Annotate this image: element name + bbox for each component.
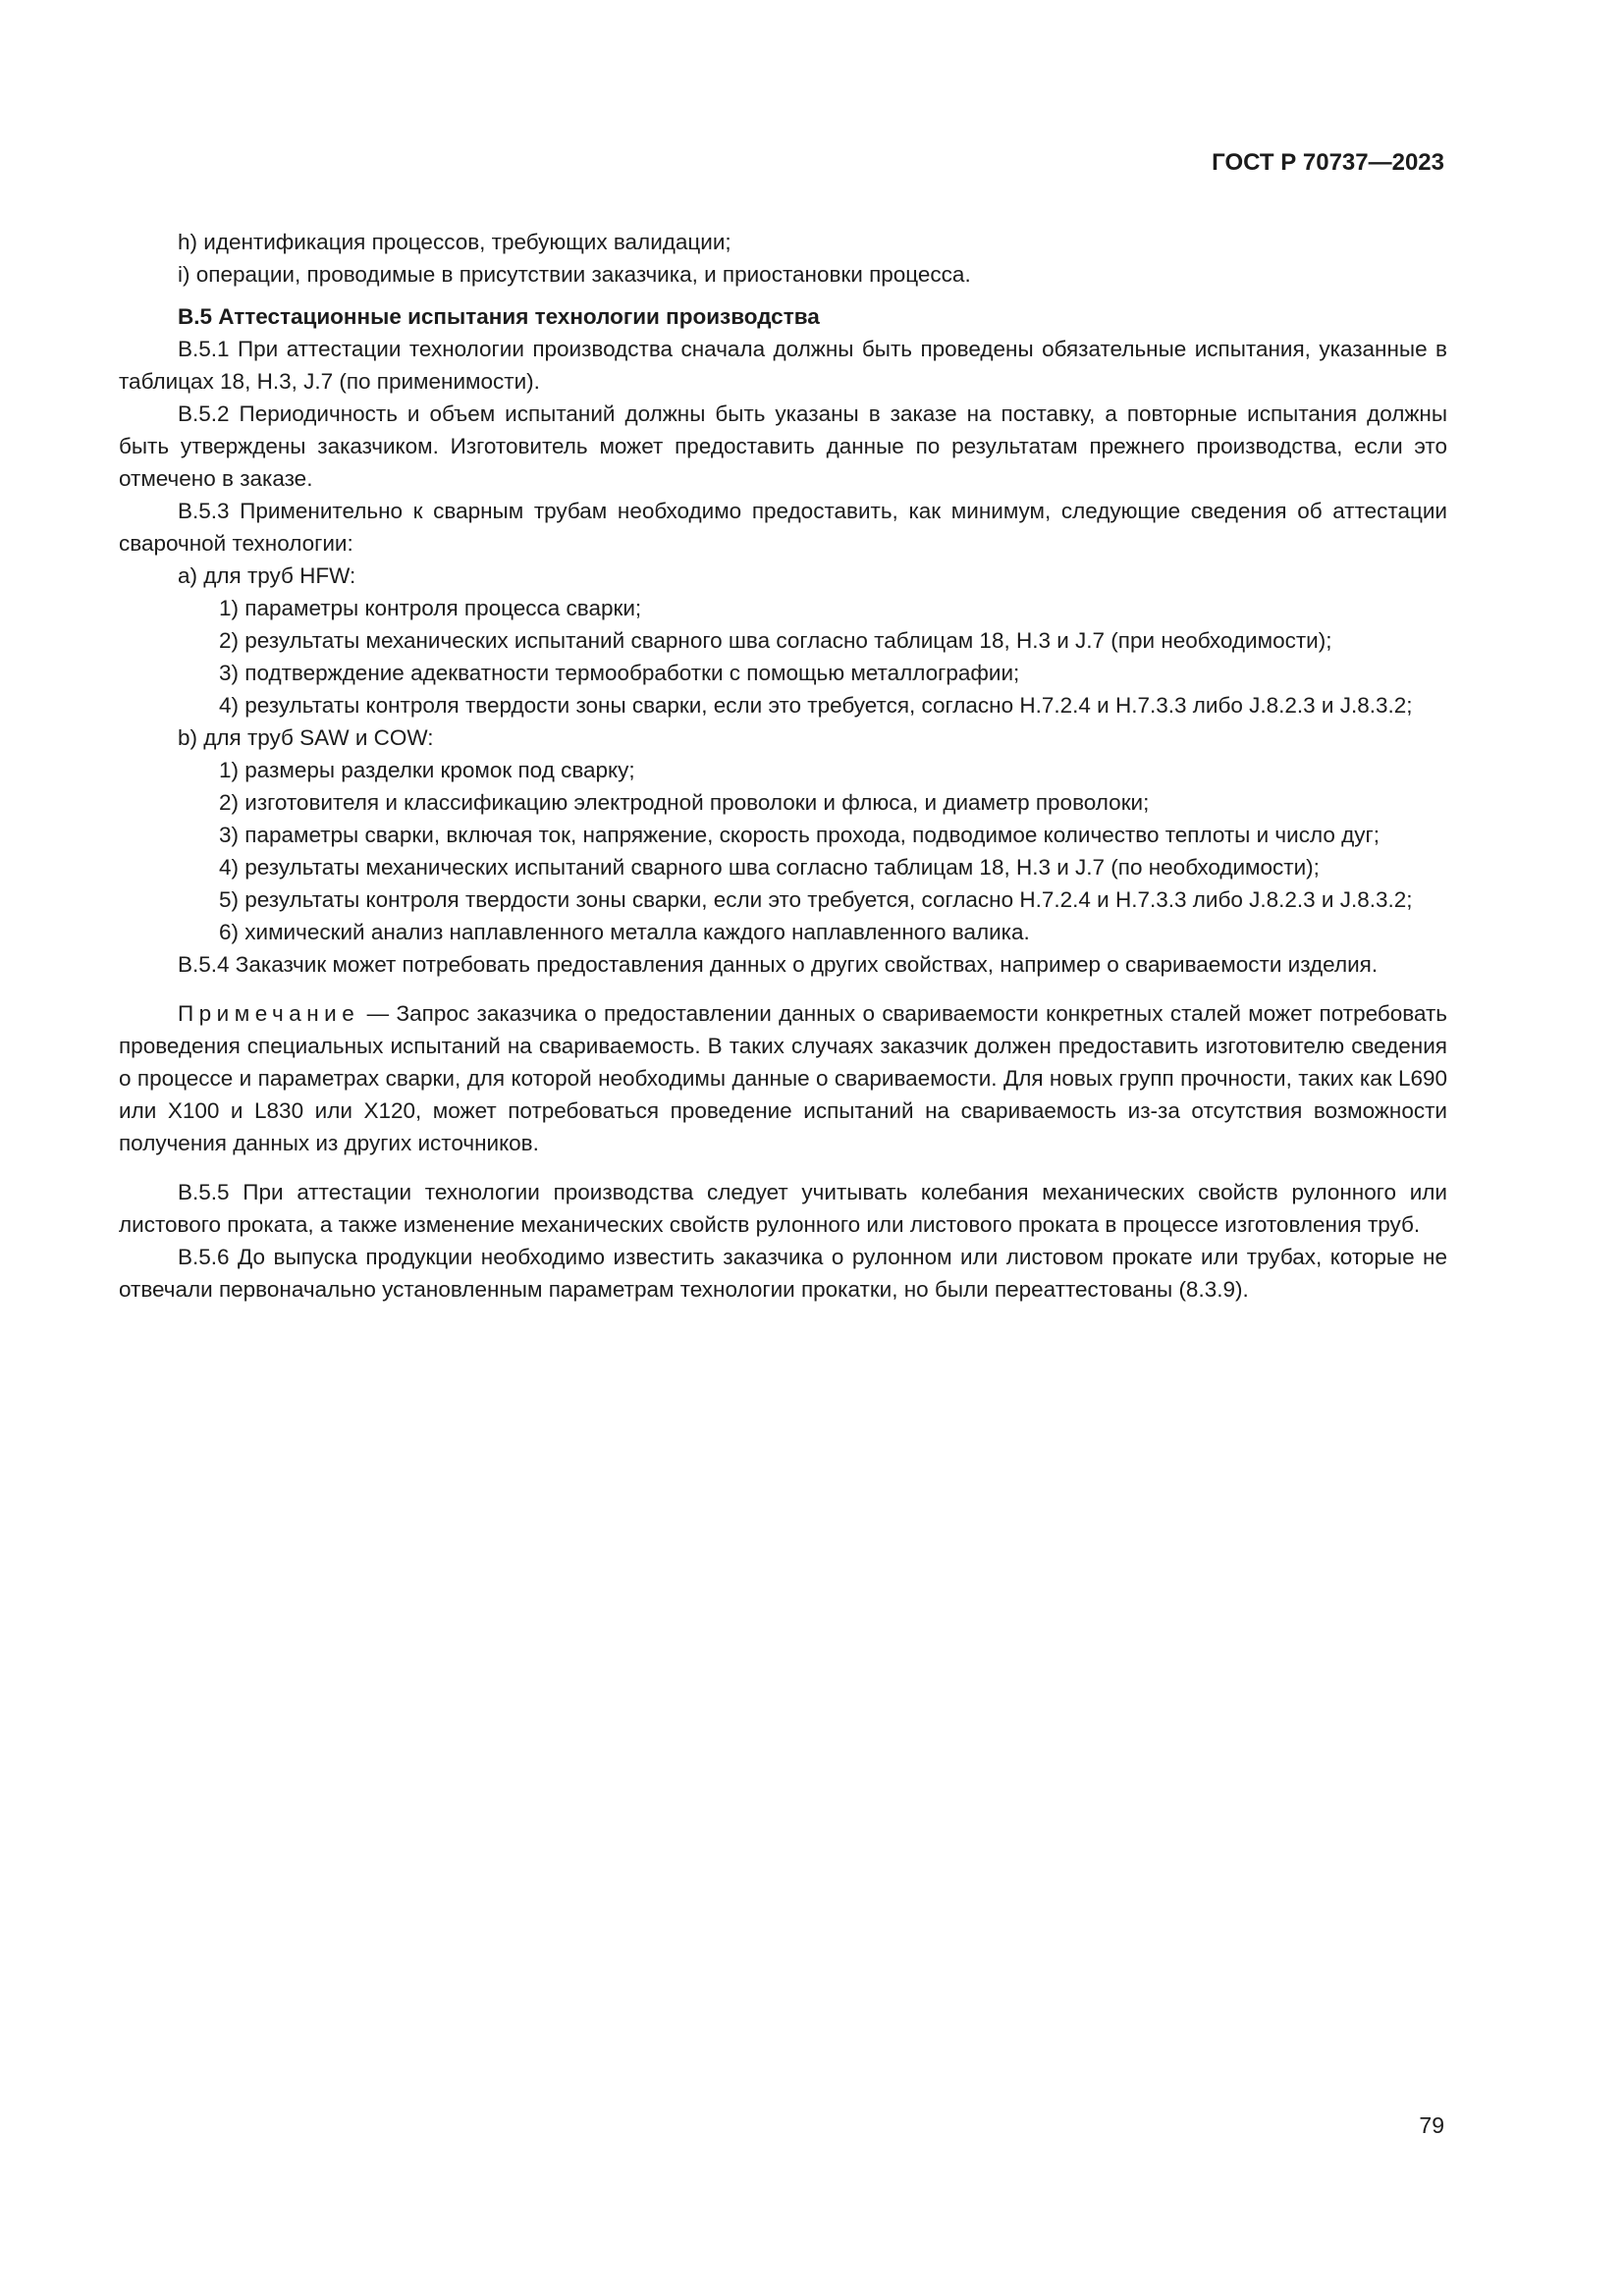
note-label: Примечание	[178, 1001, 360, 1026]
paragraph-b51: В.5.1 При аттестации технологии производства сначала должны быть проведены обязательные испытания, указанные в таблицах 18, Н.3, J.7 (по применимости).	[119, 337, 1447, 394]
paragraph-b53: В.5.3 Применительно к сварным трубам необходимо предоставить, как минимум, следующие сведения об аттестации сварочной технологии:	[119, 499, 1447, 556]
list-item-a2: 2) результаты механических испытаний сварного шва согласно таблицам 18, Н.3 и J.7 (при необходимости);	[219, 628, 1332, 653]
list-item-a: a) для труб HFW:	[178, 563, 356, 588]
list-item-b2: 2) изготовителя и классификацию электродной проволоки и флюса, и диаметр проволоки;	[219, 790, 1150, 815]
document-id-header: ГОСТ Р 70737—2023	[1212, 149, 1444, 176]
note-paragraph	[119, 997, 1447, 1159]
page-number: 79	[1419, 2112, 1444, 2138]
list-item-h: h) идентификация процессов, требующих валидации;	[178, 230, 731, 254]
list-item-b4: 4) результаты механических испытаний сварного шва согласно таблицам 18, Н.3 и J.7 (по необходимости);	[219, 855, 1320, 880]
list-item-i: i) операции, проводимые в присутствии заказчика, и приостановки процесса.	[178, 262, 971, 287]
list-item-a3: 3) подтверждение адекватности термообработки с помощью металлографии;	[219, 661, 1020, 685]
paragraph-b56: В.5.6 До выпуска продукции необходимо известить заказчика о рулонном или листовом прокате или трубах, которые не отвечали первоначально установленным параметрам технологии прокатки, но были переаттестованы (8.3.9).	[119, 1245, 1447, 1302]
list-item-a4: 4) результаты контроля твердости зоны сварки, если это требуется, согласно Н.7.2.4 и Н.7.3.3 либо J.8.2.3 и J.8.3.2;	[219, 693, 1413, 718]
list-item-b1: 1) размеры разделки кромок под сварку;	[219, 758, 635, 782]
document-body	[119, 226, 1447, 1306]
list-item-a1: 1) параметры контроля процесса сварки;	[219, 596, 642, 620]
paragraph-b55: В.5.5 При аттестации технологии производства следует учитывать колебания механических свойств рулонного или листового проката, а также изменение механических свойств рулонного или листового проката в процессе изготовления труб.	[119, 1180, 1447, 1237]
list-item-b: b) для труб SAW и COW:	[178, 725, 434, 750]
note-text: — Запрос заказчика о предоставлении данных о свариваемости конкретных сталей может потребовать проведения специальных испытаний на свариваемость. В таких случаях заказчик должен предоставить изготовителю сведения о процессе и параметрах сварки, для которой необходимы данные о свариваемости. Для новых групп прочности, таких как L690 или X100 и L830 или X120, может потребоваться проведение испытаний на свариваемость из-за отсутствия возможности получения данных из других источников.	[119, 1001, 1447, 1155]
list-item-b5: 5) результаты контроля твердости зоны сварки, если это требуется, согласно Н.7.2.4 и Н.7.3.3 либо J.8.2.3 и J.8.3.2;	[219, 887, 1413, 912]
list-item-b6: 6) химический анализ наплавленного металла каждого наплавленного валика.	[219, 920, 1030, 944]
paragraph-b54: В.5.4 Заказчик может потребовать предоставления данных о других свойствах, например о свариваемости изделия.	[178, 952, 1379, 977]
paragraph-b52: В.5.2 Периодичность и объем испытаний должны быть указаны в заказе на поставку, а повторные испытания должны быть утверждены заказчиком. Изготовитель может предоставить данные по результатам прежнего производства, если это отмечено в заказе.	[119, 401, 1447, 491]
list-item-b3: 3) параметры сварки, включая ток, напряжение, скорость прохода, подводимое количество теплоты и число дуг;	[219, 823, 1380, 847]
section-heading-b5: В.5 Аттестационные испытания технологии производства	[178, 304, 820, 329]
